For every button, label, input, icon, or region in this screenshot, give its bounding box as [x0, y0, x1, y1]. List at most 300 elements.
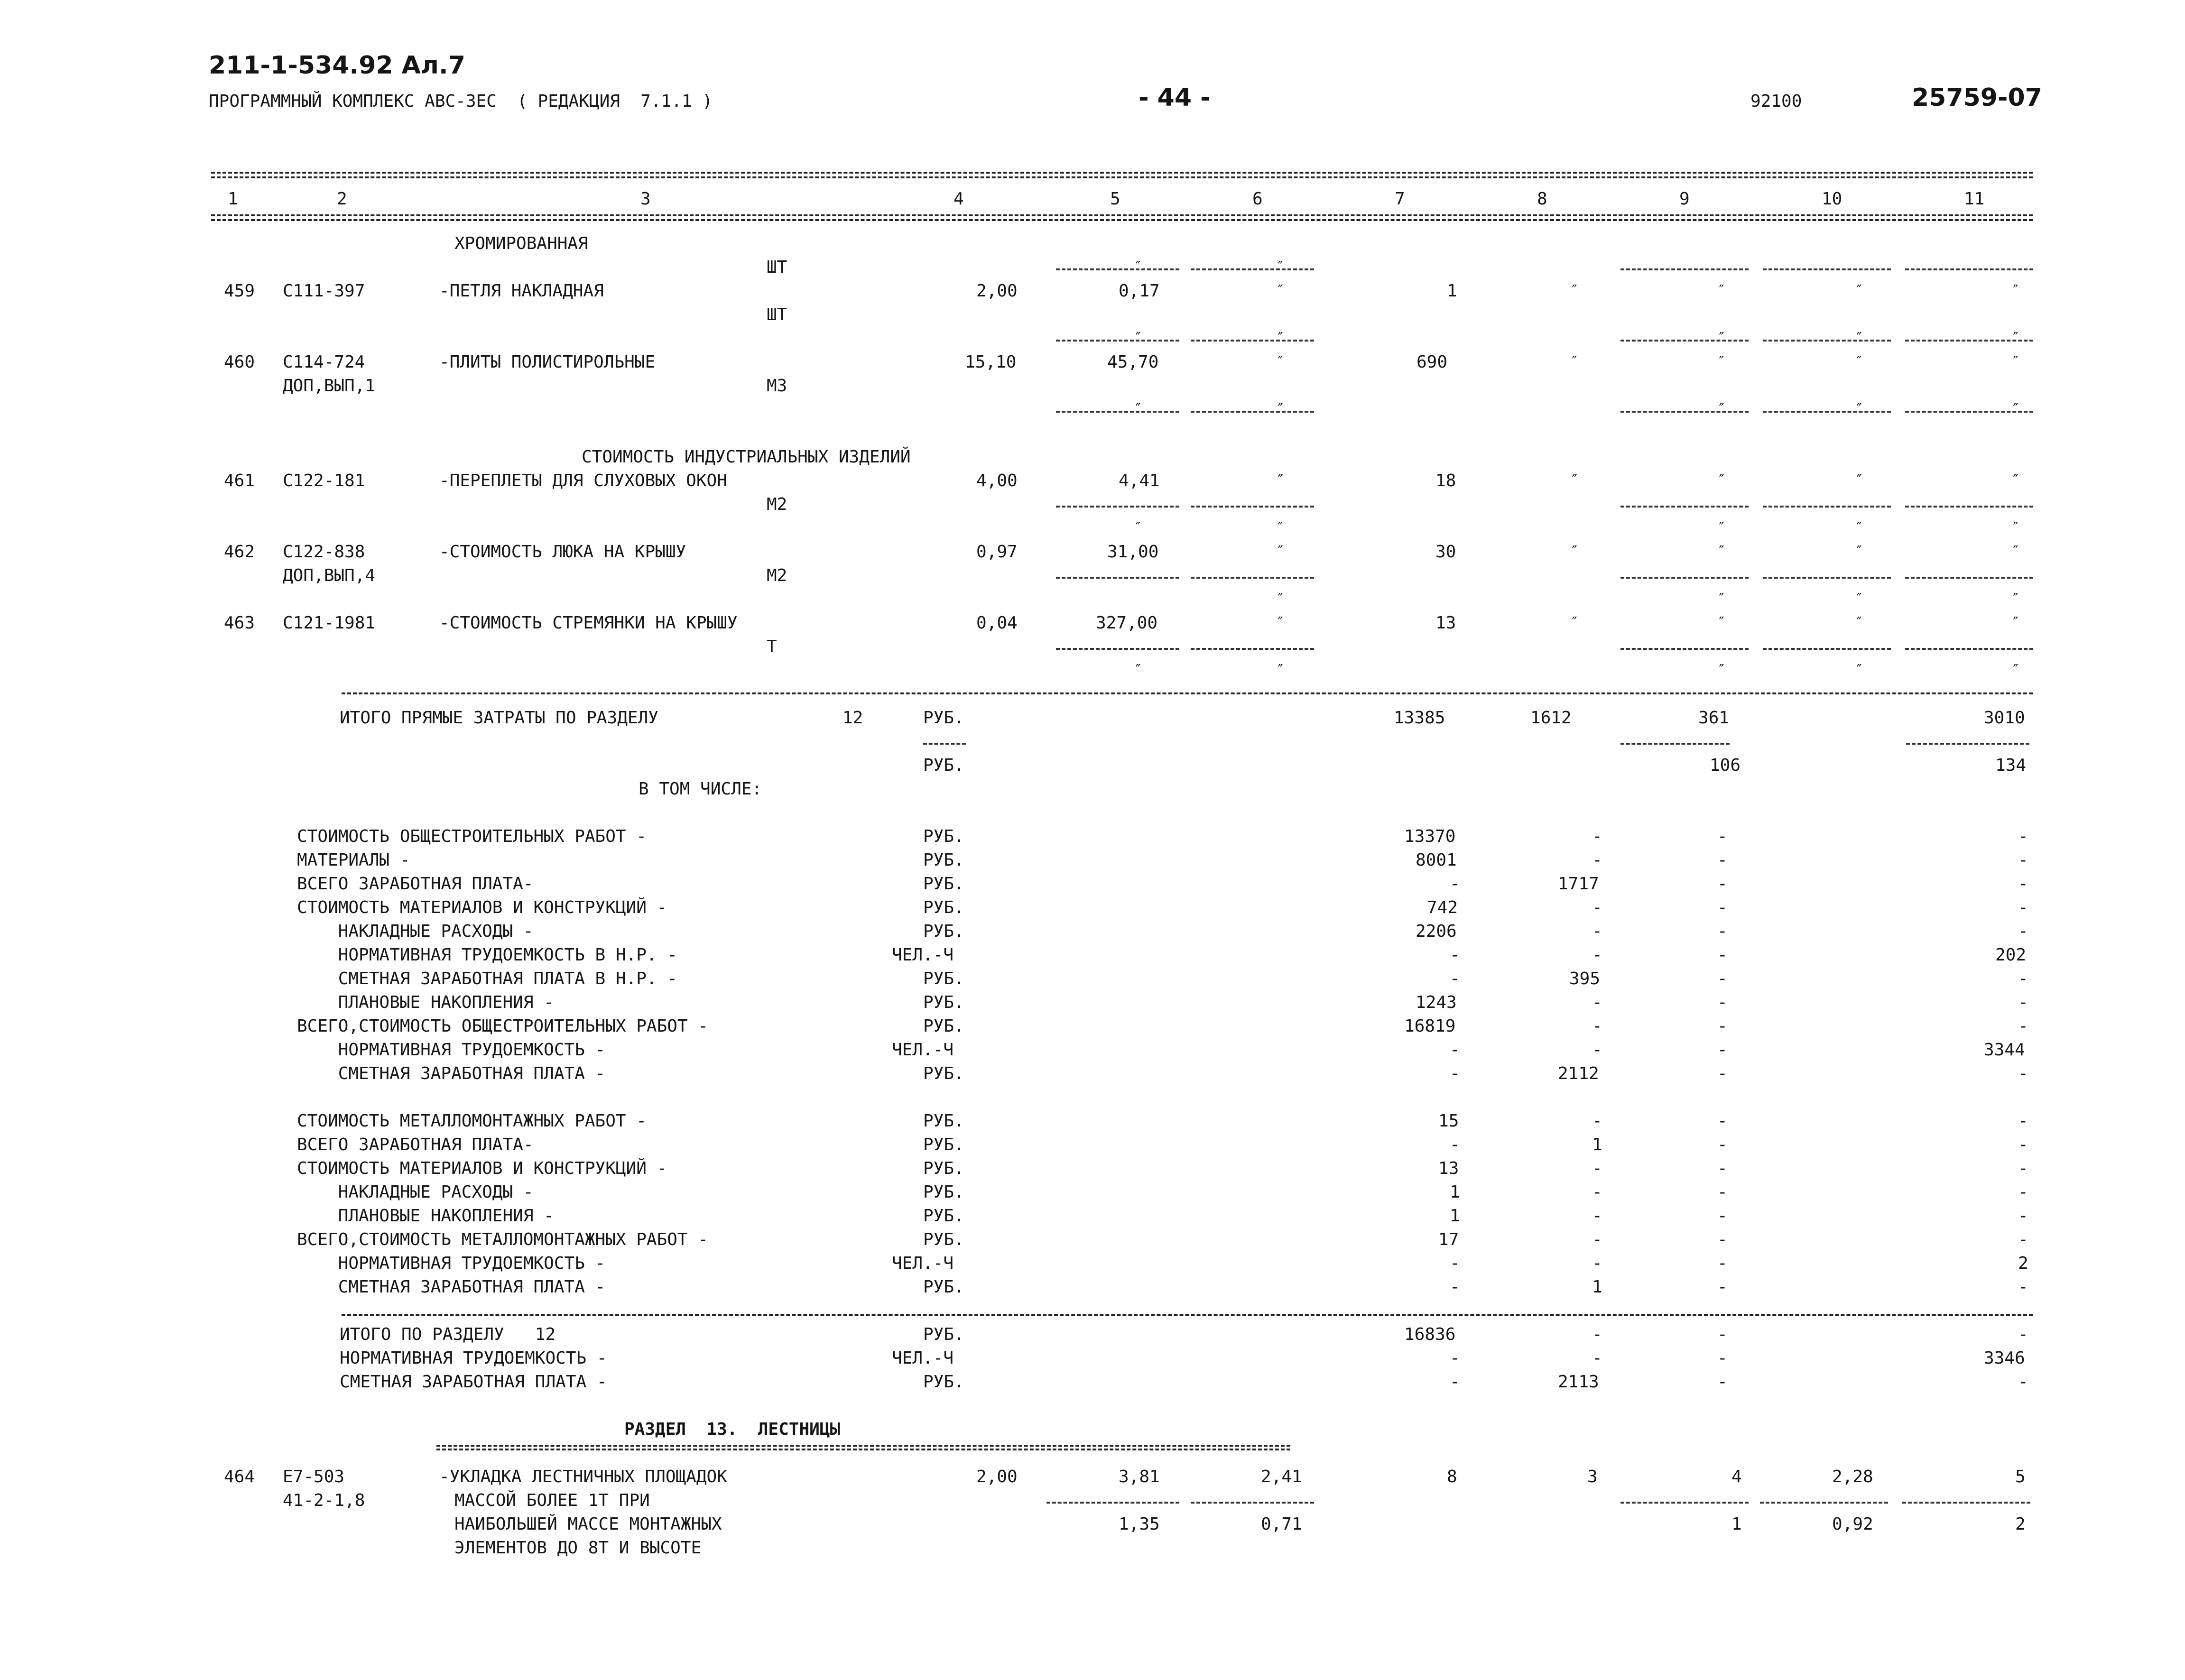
column-header-1: 1: [228, 189, 238, 209]
summary-unit: РУБ.: [923, 993, 964, 1012]
item-qty-463: 0,04: [976, 613, 1018, 633]
summary-unit: ЧЕЛ.-Ч: [892, 1348, 954, 1368]
item-code-461: С122-181: [283, 471, 365, 490]
ditto-mark: ″: [1855, 519, 1864, 536]
summary-c11: -: [2018, 874, 2028, 894]
summary-unit: РУБ.: [923, 1206, 964, 1226]
summary-unit: РУБ.: [923, 1016, 964, 1036]
column-header-9: 9: [1679, 189, 1690, 209]
row-separator: [1056, 340, 1179, 342]
totals-sep: [923, 743, 966, 745]
summary-c7: -: [1450, 1135, 1460, 1154]
ditto-mark: ″: [1134, 662, 1143, 678]
item-qty-460: 15,10: [965, 352, 1017, 372]
summary-label: НОРМАТИВНАЯ ТРУДОЕМКОСТЬ -: [340, 1348, 607, 1368]
summary-c9: -: [1717, 922, 1728, 941]
item-number-463: 463: [224, 613, 255, 633]
totals-c11b: 134: [1995, 756, 2027, 775]
summary-label: НОРМАТИВНАЯ ТРУДОЕМКОСТЬ -: [297, 1254, 606, 1273]
row-separator: [1191, 577, 1314, 579]
ditto-mark: ″: [1570, 614, 1579, 631]
summary-c11: 2: [2018, 1254, 2028, 1273]
summary-c8: -: [1592, 1206, 1602, 1226]
column-header-7: 7: [1395, 189, 1405, 209]
ditto-mark: ″: [1717, 519, 1726, 536]
summary-c7: 1243: [1416, 993, 1457, 1012]
item-464-sep: [1620, 1502, 1749, 1504]
row-separator: [1056, 411, 1179, 413]
item-c10b-464: 0,92: [1832, 1514, 1873, 1534]
row-separator: [1905, 268, 2033, 270]
ditto-mark: ″: [2011, 519, 2020, 536]
summary-c9: -: [1717, 827, 1728, 846]
summary-label: НОРМАТИВНАЯ ТРУДОЕМКОСТЬ -: [297, 1040, 606, 1060]
item-price-463: 327,00: [1096, 613, 1158, 633]
ditto-mark: ″: [1717, 591, 1726, 607]
column-header-8: 8: [1537, 189, 1547, 209]
summary-unit: РУБ.: [923, 827, 964, 846]
summary-unit: РУБ.: [923, 969, 964, 988]
item-c7-464: 8: [1447, 1467, 1457, 1486]
summary-unit: РУБ.: [923, 1230, 964, 1249]
row-separator: [1620, 268, 1749, 270]
ditto-mark: ″: [1276, 282, 1285, 299]
ditto-mark: ″: [1855, 591, 1864, 607]
summary-c7: 13370: [1404, 827, 1456, 846]
ditto-mark: ″: [2011, 662, 2020, 678]
item-unit-461: М2: [767, 495, 787, 514]
summary-c11: -: [2018, 827, 2028, 846]
item-qty-459: 2,00: [976, 281, 1018, 301]
ditto-mark: ″: [1717, 662, 1726, 678]
item-cost-463: 13: [1435, 613, 1456, 633]
summary-c11: -: [2018, 1206, 2028, 1226]
totals-c7: 13385: [1394, 708, 1445, 728]
summary-c8: 1717: [1558, 874, 1599, 894]
summary-c9: -: [1717, 1159, 1728, 1178]
item-code-463: С121-1981: [283, 613, 376, 633]
item-unit-459: ШТ: [767, 305, 787, 324]
item-price-460: 45,70: [1107, 352, 1159, 372]
code-25759: 25759-07: [1912, 83, 2042, 112]
ditto-mark: ″: [1855, 472, 1864, 489]
summary-c7: 8001: [1416, 850, 1457, 870]
summary-c9: -: [1717, 874, 1728, 894]
summary-c8: -: [1592, 1159, 1602, 1178]
summary-unit: РУБ.: [923, 1325, 964, 1344]
ditto-mark: ″: [2011, 543, 2020, 560]
summary-label: ИТОГО ПО РАЗДЕЛУ 12: [340, 1325, 556, 1344]
summary-c8: -: [1592, 1111, 1602, 1131]
summary-c11: -: [2018, 1277, 2028, 1297]
item-c6-464: 2,41: [1261, 1467, 1302, 1486]
summary-c11: -: [2018, 969, 2028, 988]
ditto-mark: ″: [1855, 330, 1864, 346]
summary-c7: -: [1450, 1277, 1460, 1297]
totals-c9: 361: [1698, 708, 1730, 728]
summary-c7: 13: [1438, 1159, 1459, 1178]
header-rule-bottom: [211, 214, 2033, 216]
document-code: 211-1-534.92 Ал.7: [209, 51, 465, 80]
summary-c8: -: [1592, 898, 1602, 917]
item-cost-459: 1: [1447, 281, 1457, 301]
row-separator: [1905, 648, 2033, 650]
ditto-mark: ″: [1855, 543, 1864, 560]
totals-unit-2: РУБ.: [923, 756, 964, 775]
summary-c9: -: [1717, 1277, 1728, 1297]
summary-label: НАКЛАДНЫЕ РАСХОДЫ -: [297, 922, 534, 941]
item-cost-461: 18: [1435, 471, 1456, 490]
row-separator: [1763, 411, 1891, 413]
summary-c9: -: [1717, 1182, 1728, 1202]
summary-c11: -: [2018, 1325, 2028, 1344]
summary-c9: -: [1717, 1040, 1728, 1060]
summary-c8: -: [1592, 993, 1602, 1012]
summary-c8: -: [1592, 945, 1602, 965]
summary-c11: -: [2018, 922, 2028, 941]
summary-c9: -: [1717, 1206, 1728, 1226]
ditto-mark: ″: [1570, 282, 1579, 299]
summary-c8: -: [1592, 1040, 1602, 1060]
summary-c11: -: [2018, 1159, 2028, 1178]
summary-label: СМЕТНАЯ ЗАРАБОТНАЯ ПЛАТА В Н.Р. -: [297, 969, 677, 988]
summary-unit: РУБ.: [923, 1159, 964, 1178]
summary-unit: РУБ.: [923, 1135, 964, 1154]
ditto-mark: ″: [1276, 591, 1285, 607]
summary-c8: 395: [1569, 969, 1601, 988]
summary-label: СТОИМОСТЬ МАТЕРИАЛОВ И КОНСТРУКЦИЙ -: [297, 1159, 667, 1178]
row-separator: [1056, 268, 1179, 270]
summary-c7: 15: [1438, 1111, 1459, 1131]
ditto-mark: ″: [1276, 330, 1285, 346]
summary-c9: -: [1717, 898, 1728, 917]
ditto-mark: ″: [1855, 353, 1864, 370]
totals-unit: РУБ.: [923, 708, 964, 728]
row-separator: [1056, 506, 1179, 508]
totals-rule: [342, 692, 2033, 694]
row-separator: [1620, 648, 1749, 650]
ditto-mark: ″: [1276, 662, 1285, 678]
summary-label: ВСЕГО ЗАРАБОТНАЯ ПЛАТА-: [297, 1135, 534, 1154]
summary-c11: -: [2018, 1111, 2028, 1131]
summary-c8: 2112: [1558, 1064, 1599, 1083]
summary-unit: РУБ.: [923, 850, 964, 870]
summary-c8: -: [1592, 1254, 1602, 1273]
row-separator: [1056, 577, 1179, 579]
item-unit-462: М2: [767, 566, 787, 585]
summary-unit: РУБ.: [923, 922, 964, 941]
summary-c8: -: [1592, 1182, 1602, 1202]
totals-section: 12: [843, 708, 863, 728]
item-unit: ШТ: [767, 258, 787, 277]
item-price-462: 31,00: [1107, 542, 1159, 562]
header-rule-bottom2: [211, 219, 2033, 221]
ditto-mark: ″: [1276, 614, 1285, 631]
ditto-mark: ″: [2011, 282, 2020, 299]
item-name-462: -СТОИМОСТЬ ЛЮКА НА КРЫШУ: [439, 542, 686, 562]
column-header-6: 6: [1252, 189, 1263, 209]
item-cost-462: 30: [1435, 542, 1456, 562]
summary-c8: 1: [1592, 1135, 1602, 1154]
summary-c11: -: [2018, 1372, 2028, 1392]
summary-label: ВСЕГО,СТОИМОСТЬ ОБЩЕСТРОИТЕЛЬНЫХ РАБОТ -: [297, 1016, 708, 1036]
row-separator: [1763, 506, 1891, 508]
summary-c8: -: [1592, 922, 1602, 941]
item-qty-461: 4,00: [976, 471, 1018, 490]
summary-c9: -: [1717, 1325, 1728, 1344]
ditto-mark: ″: [1717, 282, 1726, 299]
column-header-11: 11: [1964, 189, 1985, 209]
item-name-461: -ПЕРЕПЛЕТЫ ДЛЯ СЛУХОВЫХ ОКОН: [439, 471, 727, 490]
totals-c8: 1612: [1530, 708, 1572, 728]
item-c9-464: 4: [1731, 1467, 1742, 1486]
summary-unit: РУБ.: [923, 1277, 964, 1297]
section-13-title: РАЗДЕЛ 13. ЛЕСТНИЦЫ: [624, 1420, 841, 1439]
summary-label: СМЕТНАЯ ЗАРАБОТНАЯ ПЛАТА -: [297, 1277, 606, 1297]
item-464-sep: [1046, 1502, 1179, 1504]
summary-label: СТОИМОСТЬ ОБЩЕСТРОИТЕЛЬНЫХ РАБОТ -: [297, 827, 647, 846]
item-name-chromed: ХРОМИРОВАННАЯ: [454, 234, 588, 253]
summary-c11: -: [2018, 1135, 2028, 1154]
section-13-underline: [436, 1445, 1290, 1450]
summary-c8: 1: [1592, 1277, 1602, 1297]
item-code2-462: ДОП,ВЫП,4: [283, 566, 376, 585]
summary-c11: -: [2018, 1064, 2028, 1083]
item-number-462: 462: [224, 542, 255, 562]
column-header-10: 10: [1822, 189, 1842, 209]
summary-c9: -: [1717, 1111, 1728, 1131]
item-name-464-line2: МАССОЙ БОЛЕЕ 1Т ПРИ: [454, 1491, 650, 1510]
ditto-mark: ″: [1276, 401, 1285, 417]
column-header-2: 2: [337, 189, 347, 209]
item-c11-464: 5: [2015, 1467, 2026, 1486]
summary-c7: 2206: [1416, 922, 1457, 941]
ditto-mark: ″: [1134, 258, 1143, 275]
summary-c8: -: [1592, 850, 1602, 870]
item-c11b-464: 2: [2015, 1514, 2026, 1534]
item-number-459: 459: [224, 281, 255, 301]
row-separator: [1905, 506, 2033, 508]
summary-c11: -: [2018, 1016, 2028, 1036]
item-price-461: 4,41: [1119, 471, 1160, 490]
including-label: В ТОМ ЧИСЛЕ:: [639, 779, 762, 799]
ditto-mark: ″: [2011, 330, 2020, 346]
summary-unit: ЧЕЛ.-Ч: [892, 945, 954, 965]
summary-c8: -: [1592, 1348, 1602, 1368]
totals-sep: [1620, 743, 1730, 745]
item-qty-462: 0,97: [976, 542, 1018, 562]
item-464-sep: [1760, 1502, 1888, 1504]
item-code-462: С122-838: [283, 542, 365, 562]
summary-c8: -: [1592, 1016, 1602, 1036]
item-c8-464: 3: [1587, 1467, 1598, 1486]
item-price-459: 0,17: [1119, 281, 1160, 301]
header-rule-top: [211, 172, 2033, 174]
item-code2-460: ДОП,ВЫП,1: [283, 376, 376, 396]
totals-c9b: 106: [1710, 756, 1741, 775]
summary-label: МАТЕРИАЛЫ -: [297, 850, 410, 870]
summary-c9: -: [1717, 1348, 1728, 1368]
summary-c7: 742: [1427, 898, 1458, 917]
summary-c7: 17: [1438, 1230, 1459, 1249]
code-92100: 92100: [1750, 92, 1802, 111]
summary-c7: -: [1450, 1372, 1460, 1392]
summary-label: НОРМАТИВНАЯ ТРУДОЕМКОСТЬ В Н.Р. -: [297, 945, 677, 965]
ditto-mark: ″: [1717, 472, 1726, 489]
ditto-mark: ″: [1134, 519, 1143, 536]
summary-unit: РУБ.: [923, 1111, 964, 1131]
column-header-5: 5: [1110, 189, 1120, 209]
summary-label: СМЕТНАЯ ЗАРАБОТНАЯ ПЛАТА -: [297, 1064, 606, 1083]
ditto-mark: ″: [1717, 401, 1726, 417]
ditto-mark: ″: [1717, 330, 1726, 346]
row-separator: [1191, 268, 1314, 270]
ditto-mark: ″: [1134, 330, 1143, 346]
item-464-sep: [1191, 1502, 1314, 1504]
ditto-mark: ″: [1276, 472, 1285, 489]
summary-label: СТОИМОСТЬ МЕТАЛЛОМОНТАЖНЫХ РАБОТ -: [297, 1111, 647, 1131]
ditto-mark: ″: [1134, 401, 1143, 417]
column-header-4: 4: [954, 189, 964, 209]
item-unit-460: М3: [767, 376, 787, 396]
summary-label: ВСЕГО,СТОИМОСТЬ МЕТАЛЛОМОНТАЖНЫХ РАБОТ -: [297, 1230, 708, 1249]
summary-c7: -: [1450, 1254, 1460, 1273]
item-c10-464: 2,28: [1832, 1467, 1873, 1486]
summary-unit: ЧЕЛ.-Ч: [892, 1040, 954, 1060]
row-separator: [1620, 340, 1749, 342]
item-c5b-464: 1,35: [1119, 1514, 1160, 1534]
summary-label: ПЛАНОВЫЕ НАКОПЛЕНИЯ -: [297, 993, 554, 1012]
summary-c7: -: [1450, 874, 1460, 894]
ditto-mark: ″: [2011, 614, 2020, 631]
summary-c9: -: [1717, 850, 1728, 870]
summary-c11: 3346: [1984, 1348, 2025, 1368]
summary-c9: -: [1717, 969, 1728, 988]
item-number-460: 460: [224, 352, 255, 372]
row-separator: [1905, 577, 2033, 579]
item-name-464-line4: ЭЛЕМЕНТОВ ДО 8Т И ВЫСОТЕ: [454, 1538, 702, 1558]
ditto-mark: ″: [1717, 614, 1726, 631]
summary-c8: 2113: [1558, 1372, 1599, 1392]
row-separator: [1191, 648, 1314, 650]
row-separator: [1763, 268, 1891, 270]
summary-c7: -: [1450, 1348, 1460, 1368]
totals-label: ИТОГО ПРЯМЫЕ ЗАТРАТЫ ПО РАЗДЕЛУ: [340, 708, 658, 728]
summary-unit: РУБ.: [923, 1064, 964, 1083]
item-name-460: -ПЛИТЫ ПОЛИСТИРОЛЬНЫЕ: [439, 352, 656, 372]
item-name-464-line1: -УКЛАДКА ЛЕСТНИЧНЫХ ПЛОЩАДОК: [439, 1467, 727, 1486]
ditto-mark: ″: [2011, 472, 2020, 489]
summary-c8: -: [1592, 1230, 1602, 1249]
row-separator: [1763, 340, 1891, 342]
ditto-mark: ″: [2011, 353, 2020, 370]
item-number-461: 461: [224, 471, 255, 490]
item-c6b-464: 0,71: [1261, 1514, 1302, 1534]
summary-c9: -: [1717, 1016, 1728, 1036]
group-title-industrial: СТОИМОСТЬ ИНДУСТРИАЛЬНЫХ ИЗДЕЛИЙ: [582, 447, 911, 467]
summary-c9: -: [1717, 945, 1728, 965]
summary-c11: -: [2018, 1230, 2028, 1249]
section-total-rule: [342, 1314, 2033, 1316]
header-rule-top2: [211, 176, 2033, 178]
ditto-mark: ″: [1570, 543, 1579, 560]
item-code-459: С111-397: [283, 281, 365, 301]
summary-c9: -: [1717, 1372, 1728, 1392]
item-464-sep: [1902, 1502, 2030, 1504]
summary-c9: -: [1717, 1230, 1728, 1249]
ditto-mark: ″: [1717, 543, 1726, 560]
ditto-mark: ″: [1855, 401, 1864, 417]
summary-unit: ЧЕЛ.-Ч: [892, 1254, 954, 1273]
row-separator: [1620, 506, 1749, 508]
ditto-mark: ″: [1570, 353, 1579, 370]
row-separator: [1191, 411, 1314, 413]
summary-c9: -: [1717, 1064, 1728, 1083]
summary-c7: 1: [1450, 1182, 1460, 1202]
item-code2-464: 41-2-1,8: [283, 1491, 365, 1510]
summary-unit: РУБ.: [923, 874, 964, 894]
row-separator: [1191, 340, 1314, 342]
summary-c7: 16819: [1404, 1016, 1456, 1036]
summary-c7: -: [1450, 945, 1460, 965]
summary-c7: 1: [1450, 1206, 1460, 1226]
row-separator: [1620, 577, 1749, 579]
summary-label: НАКЛАДНЫЕ РАСХОДЫ -: [297, 1182, 534, 1202]
summary-unit: РУБ.: [923, 1182, 964, 1202]
row-separator: [1763, 577, 1891, 579]
ditto-mark: ″: [1717, 353, 1726, 370]
summary-label: ВСЕГО ЗАРАБОТНАЯ ПЛАТА-: [297, 874, 534, 894]
summary-c8: -: [1592, 1325, 1602, 1344]
summary-c11: -: [2018, 1182, 2028, 1202]
ditto-mark: ″: [1570, 472, 1579, 489]
summary-c9: -: [1717, 1254, 1728, 1273]
summary-unit: РУБ.: [923, 1372, 964, 1392]
item-code-464: Е7-503: [283, 1467, 345, 1486]
summary-unit: РУБ.: [923, 898, 964, 917]
row-separator: [1056, 648, 1179, 650]
ditto-mark: ″: [1855, 614, 1864, 631]
summary-c11: 202: [1995, 945, 2027, 965]
summary-c7: -: [1450, 1040, 1460, 1060]
item-name-464-line3: НАИБОЛЬШЕЙ МАССЕ МОНТАЖНЫХ: [454, 1514, 722, 1534]
column-header-3: 3: [640, 189, 651, 209]
summary-c11: 3344: [1984, 1040, 2025, 1060]
item-name-459: -ПЕТЛЯ НАКЛАДНАЯ: [439, 281, 604, 301]
ditto-mark: ″: [1276, 258, 1285, 275]
ditto-mark: ″: [1855, 282, 1864, 299]
totals-sep: [1906, 743, 2029, 745]
summary-c11: -: [2018, 898, 2028, 917]
ditto-mark: ″: [1276, 353, 1285, 370]
totals-c11: 3010: [1984, 708, 2025, 728]
summary-c7: -: [1450, 1064, 1460, 1083]
summary-label: ПЛАНОВЫЕ НАКОПЛЕНИЯ -: [297, 1206, 554, 1226]
ditto-mark: ″: [2011, 591, 2020, 607]
summary-c11: -: [2018, 850, 2028, 870]
ditto-mark: ″: [1276, 519, 1285, 536]
summary-c8: -: [1592, 827, 1602, 846]
item-code-460: С114-724: [283, 352, 365, 372]
page-number: - 44 -: [1139, 83, 1211, 112]
ditto-mark: ″: [1276, 543, 1285, 560]
item-c9b-464: 1: [1731, 1514, 1742, 1534]
summary-c9: -: [1717, 1135, 1728, 1154]
program-title: ПРОГРАММНЫЙ КОМПЛЕКС АВС-3ЕС ( РЕДАКЦИЯ 7.1.1 ): [209, 92, 713, 111]
item-number-464: 464: [224, 1467, 255, 1486]
item-qty-464: 2,00: [976, 1467, 1018, 1486]
ditto-mark: ″: [1855, 662, 1864, 678]
